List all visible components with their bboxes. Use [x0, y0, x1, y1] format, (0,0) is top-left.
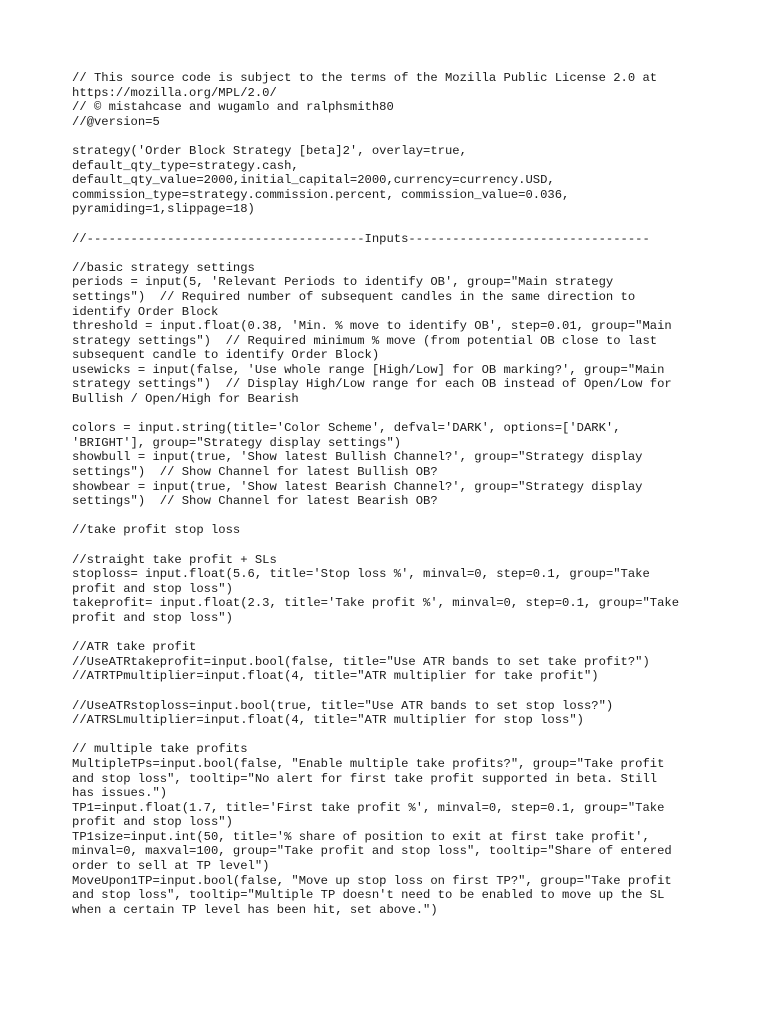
source-code-block [72, 71, 712, 917]
code-line: profit and stop loss") [72, 610, 233, 625]
code-line: showbear = input(true, 'Show latest Bearish Channel?', group="Strategy display [72, 479, 643, 494]
code-line: default_qty_type=strategy.cash, [72, 158, 299, 173]
code-line: //take profit stop loss [72, 523, 241, 538]
code-line: //@version=5 [72, 114, 160, 129]
code-line [72, 728, 712, 743]
code-line: strategy settings") // Required minimum % move (from potential OB close to last [72, 333, 658, 348]
code-line [72, 538, 712, 553]
code-line: //ATRTPmultiplier=input.float(4, title="ATR multiplier for take profit") [72, 669, 599, 684]
code-line: // © mistahcase and wugamlo and ralphsmith80 [72, 100, 394, 115]
code-line: profit and stop loss") [72, 581, 233, 596]
code-line: //ATRSLmultiplier=input.float(4, title="ATR multiplier for stop loss") [72, 713, 584, 728]
code-line: and stop loss", tooltip="Multiple TP doesn't need to be enabled to move up the SL [72, 888, 665, 903]
code-line: showbull = input(true, 'Show latest Bullish Channel?', group="Strategy display [72, 450, 643, 465]
code-line: // multiple take profits [72, 742, 248, 757]
code-line: MultipleTPs=input.bool(false, "Enable multiple take profits?", group="Take profit [72, 756, 665, 771]
code-line: TP1=input.float(1.7, title='First take profit %', minval=0, step=0.1, group="Take [72, 800, 665, 815]
code-line: //ATR take profit [72, 640, 197, 655]
code-line: settings") // Show Channel for latest Bearish OB? [72, 494, 438, 509]
code-line: settings") // Required number of subsequent candles in the same direction to [72, 289, 636, 304]
code-line: 'BRIGHT'], group="Strategy display settings") [72, 435, 402, 450]
code-line: // This source code is subject to the terms of the Mozilla Public License 2.0 at [72, 71, 658, 85]
code-line: TP1size=input.int(50, title='% share of position to exit at first take profit', [72, 829, 650, 844]
code-line: has issues.") [72, 786, 168, 801]
code-line: MoveUpon1TP=input.bool(false, "Move up stop loss on first TP?", group="Take profit [72, 873, 672, 888]
code-line: minval=0, maxval=100, group="Take profit and stop loss", tooltip="Share of entered [72, 844, 672, 859]
code-line: default_qty_value=2000,initial_capital=2000,currency=currency.USD, [72, 173, 555, 188]
code-line: colors = input.string(title='Color Scheme', defval='DARK', options=['DARK', [72, 421, 621, 436]
code-line: threshold = input.float(0.38, 'Min. % move to identify OB', step=0.01, group="Main [72, 319, 672, 334]
code-line: //UseATRtakeprofit=input.bool(false, title="Use ATR bands to set take profit?") [72, 654, 650, 669]
code-line [72, 246, 712, 261]
code-line: //--------------------------------------Inputs--------------------------------- [72, 231, 650, 246]
code-line: //straight take profit + SLs [72, 552, 277, 567]
code-line: commission_type=strategy.commission.percent, commission_value=0.036, [72, 187, 570, 202]
code-line [72, 407, 712, 422]
code-line: strategy('Order Block Strategy [beta]2', overlay=true, [72, 143, 467, 158]
code-line: order to sell at TP level") [72, 859, 270, 874]
code-line [72, 217, 712, 232]
code-line: profit and stop loss") [72, 815, 233, 830]
code-line [72, 684, 712, 699]
code-line: identify Order Block [72, 304, 219, 319]
code-line [72, 509, 712, 524]
code-line: when a certain TP level has been hit, set above.") [72, 902, 438, 917]
code-line: subsequent candle to identify Order Block) [72, 348, 380, 363]
code-line: takeprofit= input.float(2.3, title='Take profit %', minval=0, step=0.1, group="Take [72, 596, 680, 611]
code-line: Bullish / Open/High for Bearish [72, 392, 299, 407]
code-line: usewicks = input(false, 'Use whole range [High/Low] for OB marking?', group="Main [72, 362, 665, 377]
code-line [72, 626, 712, 641]
code-line: strategy settings") // Display High/Low range for each OB instead of Open/Low for [72, 377, 672, 392]
code-line [72, 129, 712, 144]
code-line: pyramiding=1,slippage=18) [72, 202, 255, 217]
code-line: and stop loss", tooltip="No alert for first take profit supported in beta. Still [72, 771, 658, 786]
code-line: periods = input(5, 'Relevant Periods to identify OB', group="Main strategy [72, 275, 614, 290]
code-line: https://mozilla.org/MPL/2.0/ [72, 85, 277, 100]
code-line: settings") // Show Channel for latest Bullish OB? [72, 465, 438, 480]
code-line: //basic strategy settings [72, 260, 255, 275]
code-line: //UseATRstoploss=input.bool(true, title="Use ATR bands to set stop loss?") [72, 698, 614, 713]
code-line: stoploss= input.float(5.6, title='Stop loss %', minval=0, step=0.1, group="Take [72, 567, 650, 582]
